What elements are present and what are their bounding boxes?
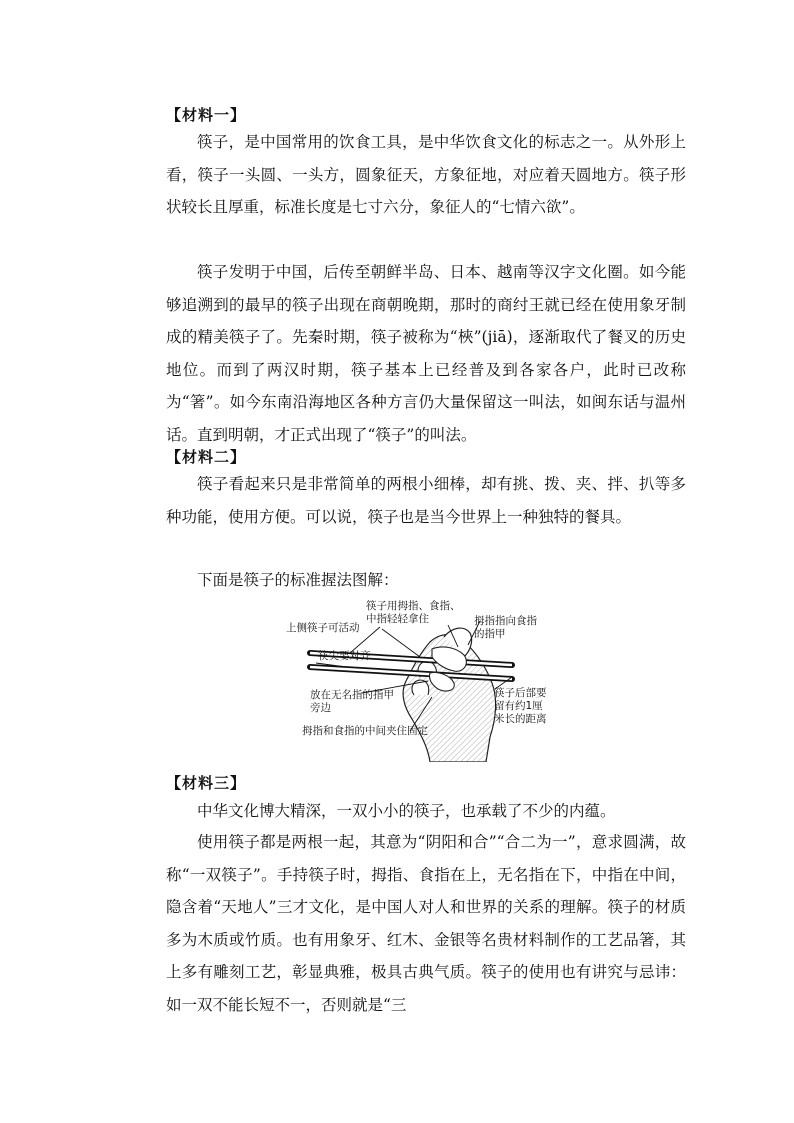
figure-label-ring-nail: 放在无名指的指甲 旁边 bbox=[310, 689, 394, 714]
figure-label-rear-gap: 筷子后部要 留有约1厘 米长的距离 bbox=[494, 687, 547, 725]
material3-paragraph-2: 使用筷子都是两根一起，其意为“阴阳和合”“合二为一”，意求圆满，故称“一双筷子”。手持筷子时，拇指、食指在上，无名指在下，中指在中间，隐含着“天地人”三才文化，是中国人对人和世界的关系的理解。筷子的材质多为木质或竹质。也有用象牙、红木、金银等名贵材料制作的工艺品箸，其上多有雕刻工艺，彰显典雅，极具古典气质。筷子的使用也有讲究与忌讳：如一双不能长短不一，否则就是“三 bbox=[166, 833, 686, 1014]
material3-heading: 【材料三】 bbox=[166, 774, 247, 792]
material1-paragraph-1: 筷子，是中国常用的饮食工具，是中华饮食文化的标志之一。从外形上看，筷子一头圆、一头方，圆象征天，方象征地，对应着天圆地方。筷子形状较长且厚重，标准长度是七寸六分，象征人的“七情六欲”。 bbox=[166, 133, 686, 216]
material1-heading: 【材料一】 bbox=[166, 106, 247, 124]
figure-label-tips-align: 筷尖要对齐 bbox=[318, 650, 371, 662]
material3-paragraph-1: 中华文化博大精深，一双小小的筷子，也承载了不少的内蕴。 bbox=[197, 802, 616, 820]
figure-label-hold-fingers: 筷子用拇指、食指、 中指轻轻拿住 bbox=[366, 600, 461, 625]
material2-heading: 【材料二】 bbox=[166, 448, 247, 466]
material1-paragraph-2: 筷子发明于中国，后传至朝鲜半岛、日本、越南等汉字文化圈。如今能够追溯到的最早的筷子出现在商朝晚期，那时的商纣王就已经在使用象牙制成的精美筷子了。先秦时期，筷子被称为“梜”(jiā)，逐渐取代了餐叉的历史地位。而到了两汉时期，筷子基本上已经普及到各家各户，此时已改称为“箸”。如今东南沿海地区各种方言仍大量保留这一叫法，如闽东话与温州话。直到明朝，才正式出现了“筷子”的叫法。 bbox=[166, 263, 686, 444]
figure-label-upper-movable: 上侧筷子可活动 bbox=[286, 622, 360, 634]
figure-label-clamp-fixed: 拇指和食指的中间夹住固定 bbox=[302, 725, 428, 737]
chopsticks-grip-figure bbox=[280, 597, 570, 762]
figure-label-thumb-point: 拇指指向食指 的指甲 bbox=[474, 615, 537, 640]
material2-paragraph-1: 筷子看起来只是非常简单的两根小细棒，却有挑、拨、夹、拌、扒等多种功能，使用方便。可以说，筷子也是当今世界上一种独特的餐具。 bbox=[166, 475, 686, 526]
material2-paragraph-2: 下面是筷子的标准握法图解： bbox=[197, 571, 399, 589]
